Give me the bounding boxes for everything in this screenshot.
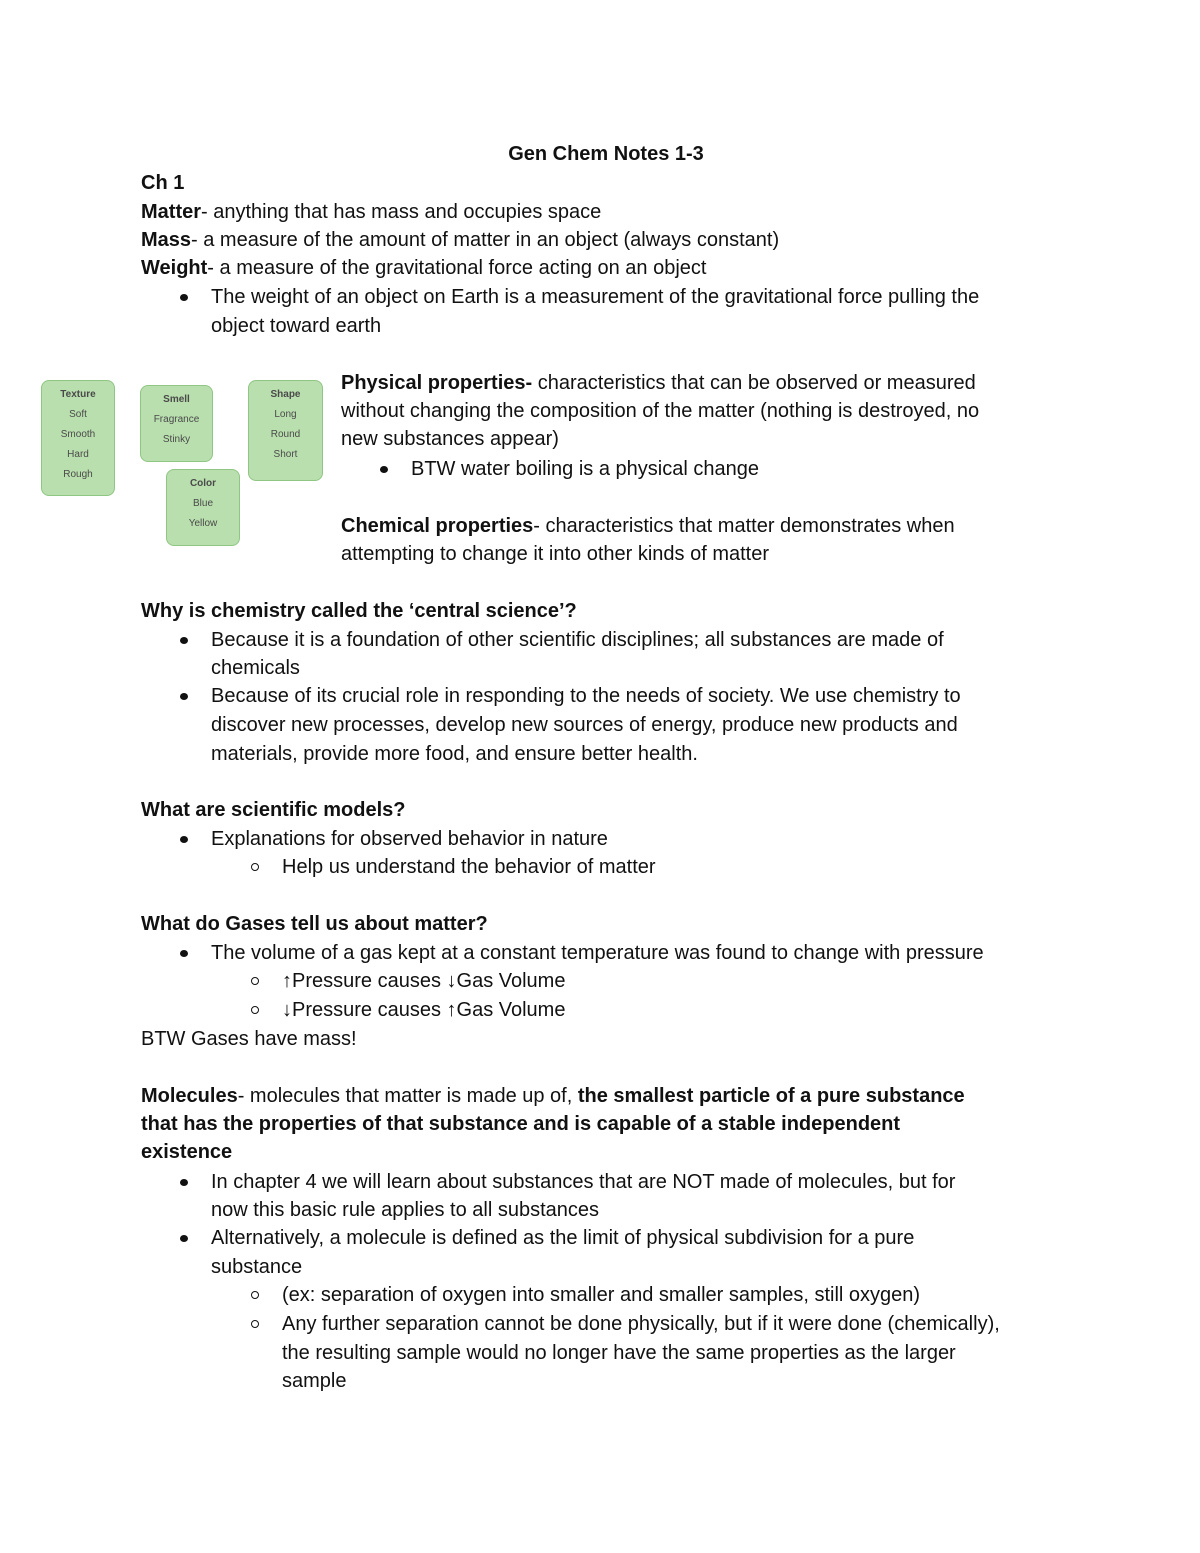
card-item: Blue — [192, 498, 213, 509]
list-item-continued: substance — [211, 1256, 303, 1278]
term: Molecules — [141, 1085, 238, 1107]
definition-text: - characteristics that matter demonstrates when — [533, 515, 955, 537]
card-title: Color — [189, 478, 217, 489]
list-item-continued: now this basic rule applies to all substances — [211, 1199, 599, 1221]
card-item: Smooth — [60, 429, 96, 440]
card-item: Short — [273, 449, 298, 460]
card-item: Hard — [67, 449, 89, 460]
sub-list-item-continued: the resulting sample would no longer have the same properties as the larger — [282, 1342, 956, 1364]
card-item: Soft — [69, 409, 87, 420]
texture-card — [41, 380, 115, 496]
list-item: Because of its crucial role in responding to the needs of society. We use chemistry to — [211, 682, 961, 711]
smell-card — [140, 385, 213, 462]
card-title: Shape — [270, 389, 301, 400]
definition-text: characteristics that can be observed or measured — [532, 372, 976, 394]
definition-text: - molecules that matter is made up of, — [237, 1085, 578, 1107]
weight-definition — [141, 254, 706, 283]
text-line: attempting to change it into other kinds of matter — [341, 543, 770, 565]
text-line: new substances appear) — [341, 428, 559, 450]
sub-list-item: Help us understand the behavior of matter — [282, 853, 656, 882]
card-item: Long — [274, 409, 297, 420]
card-item: Round — [270, 429, 301, 440]
term: Physical properties- — [341, 372, 533, 394]
text-line: that has the properties of that substance and is capable of a stable independent — [141, 1113, 901, 1135]
chemical-properties-definition — [341, 512, 955, 541]
card-item: Rough — [63, 469, 93, 480]
shape-card — [248, 380, 323, 481]
list-item: The volume of a gas kept at a constant temperature was found to change with pressure — [211, 939, 984, 968]
list-item: The weight of an object on Earth is a measurement of the gravitational force pulling the — [211, 283, 979, 312]
chapter-heading: Ch 1 — [141, 172, 185, 194]
text-line: existence — [141, 1141, 233, 1163]
card-title: Smell — [163, 394, 190, 405]
sub-list-item: Any further separation cannot be done physically, but if it were done (chemically), — [282, 1310, 1000, 1339]
list-item-continued: chemicals — [211, 657, 300, 679]
definition-text: - anything that has mass and occupies space — [201, 201, 602, 223]
sub-list-item: (ex: separation of oxygen into smaller and smaller samples, still oxygen) — [282, 1281, 920, 1310]
list-item: Because it is a foundation of other scientific disciplines; all substances are made of — [211, 626, 944, 655]
sub-list-item-continued: sample — [282, 1370, 347, 1392]
list-item: Alternatively, a molecule is defined as the limit of physical subdivision for a pure — [211, 1224, 914, 1253]
matter-definition — [141, 198, 601, 227]
card-item: Fragrance — [153, 414, 200, 425]
list-item: Explanations for observed behavior in nature — [211, 825, 608, 854]
page-title: Gen Chem Notes 1-3 — [508, 143, 704, 165]
text-line: without changing the composition of the matter (nothing is destroyed, no — [341, 400, 980, 422]
section-heading: What do Gases tell us about matter? — [141, 913, 488, 935]
sub-list-item: ↓Pressure causes ↑Gas Volume — [282, 996, 565, 1025]
definition-text: - a measure of the gravitational force acting on an object — [207, 257, 707, 279]
molecules-definition — [141, 1082, 965, 1111]
sub-list-item: ↑Pressure causes ↓Gas Volume — [282, 967, 565, 996]
definition-text: - a measure of the amount of matter in an object (always constant) — [191, 229, 780, 251]
list-item-continued: materials, provide more food, and ensure better health. — [211, 743, 698, 765]
term: Weight — [141, 257, 208, 279]
list-item: BTW water boiling is a physical change — [411, 455, 759, 484]
term: Chemical properties — [341, 515, 534, 537]
term: Mass — [141, 229, 192, 251]
card-item: Stinky — [162, 434, 191, 445]
list-item-continued: object toward earth — [211, 315, 382, 337]
term: Matter — [141, 201, 202, 223]
card-item: Yellow — [188, 518, 218, 529]
card-title: Texture — [60, 389, 96, 400]
physical-properties-definition — [341, 369, 976, 398]
section-heading: What are scientific models? — [141, 799, 406, 821]
definition-emphasis: the smallest particle of a pure substance — [577, 1085, 965, 1107]
color-card — [166, 469, 240, 546]
note-line: BTW Gases have mass! — [141, 1028, 357, 1050]
list-item-continued: discover new processes, develop new sources of energy, produce new products and — [211, 714, 958, 736]
mass-definition — [141, 226, 779, 255]
list-item: In chapter 4 we will learn about substances that are NOT made of molecules, but for — [211, 1168, 955, 1197]
section-heading: Why is chemistry called the ‘central science’? — [141, 600, 577, 622]
